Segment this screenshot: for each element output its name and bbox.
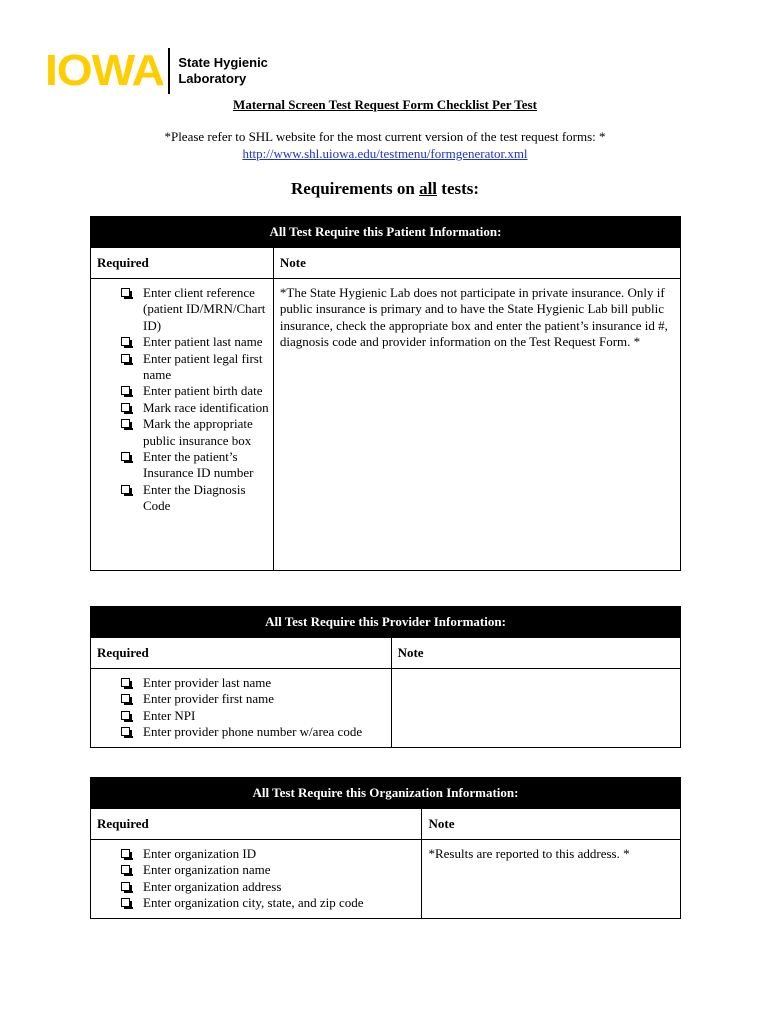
logo-lab-name — [178, 55, 268, 87]
checklist-item-label: Enter client reference (patient ID/MRN/Chart ID) — [143, 285, 266, 333]
patient-checklist — [91, 285, 269, 515]
checkbox-icon[interactable] — [121, 337, 130, 346]
checklist-item-label: Enter patient birth date — [143, 383, 263, 399]
requirements-heading — [0, 179, 770, 199]
checklist-item-label: Enter organization address — [143, 878, 282, 894]
checkbox-icon[interactable] — [121, 354, 130, 363]
checklist-item — [121, 879, 415, 895]
checkbox-icon[interactable] — [121, 849, 130, 858]
requirements-emphasis: all — [419, 179, 438, 198]
checklist-item — [121, 708, 385, 724]
logo-line-2: Laboratory — [178, 71, 247, 86]
checkbox-icon[interactable] — [121, 898, 130, 907]
checklist-item-label: Enter organization name — [143, 862, 271, 878]
checklist-item — [121, 449, 269, 482]
organization-note-cell: *Results are reported to this address. * — [422, 840, 681, 919]
checklist-item-label: Enter provider phone number w/area code — [143, 724, 363, 740]
checklist-item-label: Enter patient legal first name — [143, 350, 263, 383]
iowa-wordmark: IOWA — [45, 46, 164, 95]
patient-required-cell — [91, 279, 274, 571]
checkbox-icon[interactable] — [121, 288, 130, 297]
provider-note-header: Note — [391, 638, 680, 669]
organization-note-header: Note — [422, 809, 681, 840]
checkbox-icon[interactable] — [121, 403, 130, 412]
organization-required-cell — [91, 840, 422, 919]
page-title: Maternal Screen Test Request Form Checklist Per Test — [233, 97, 537, 112]
checklist-item-label: Mark the appropriate public insurance box — [143, 416, 253, 448]
patient-note-header: Note — [273, 248, 680, 279]
checklist-item — [121, 482, 269, 515]
checkbox-icon[interactable] — [121, 711, 130, 720]
logo-line-1: State Hygienic — [178, 55, 268, 70]
checklist-item-label: Enter the patient’s Insurance ID number — [143, 449, 254, 481]
refer-notice — [0, 128, 770, 162]
checklist-item — [121, 691, 385, 707]
patient-info-table — [90, 216, 681, 571]
patient-note-cell: *The State Hygienic Lab does not participate in private insurance. Only if public insurance is primary and to have the State Hygienic Lab bill public insurance, check the appropriate box and enter the patient’s insurance id #, diagnosis code and provider information on the Test Request Form. * — [273, 279, 680, 571]
requirements-suffix: tests: — [437, 179, 480, 198]
provider-checklist — [91, 675, 385, 741]
checklist-item — [121, 862, 415, 878]
provider-note-cell — [391, 669, 680, 748]
checkbox-icon[interactable] — [121, 678, 130, 687]
checklist-item — [121, 351, 269, 384]
provider-required-header: Required — [91, 638, 392, 669]
checkbox-icon[interactable] — [121, 727, 130, 736]
checklist-item-label: Enter organization city, state, and zip code — [143, 895, 364, 911]
checklist-item — [121, 400, 269, 416]
checkbox-icon[interactable] — [121, 452, 130, 461]
checkbox-icon[interactable] — [121, 485, 130, 494]
checklist-item-label: Enter provider first name — [143, 691, 275, 707]
checklist-item — [121, 285, 269, 334]
organization-required-header: Required — [91, 809, 422, 840]
patient-section-heading: All Test Require this Patient Information: — [91, 217, 681, 248]
patient-required-header: Required — [91, 248, 274, 279]
checklist-item — [121, 383, 269, 399]
checklist-item — [121, 675, 385, 691]
checklist-item-label: Enter patient last name — [143, 334, 263, 350]
checklist-item — [121, 334, 269, 350]
refer-text: *Please refer to SHL website for the most current version of the test request forms: * — [164, 129, 606, 144]
organization-section-heading: All Test Require this Organization Information: — [91, 778, 681, 809]
provider-section-heading: All Test Require this Provider Information: — [91, 607, 681, 638]
checkbox-icon[interactable] — [121, 694, 130, 703]
organization-info-table — [90, 777, 681, 919]
checklist-item — [121, 846, 415, 862]
provider-info-table — [90, 606, 681, 748]
organization-checklist — [91, 846, 415, 912]
checkbox-icon[interactable] — [121, 386, 130, 395]
checklist-item — [121, 416, 269, 449]
checkbox-icon[interactable] — [121, 419, 130, 428]
logo-divider — [168, 48, 170, 94]
checklist-item-label: Enter the Diagnosis Code — [143, 481, 246, 514]
checklist-item-label: Enter organization ID — [143, 846, 257, 861]
checklist-item — [121, 724, 385, 740]
shl-logo — [45, 46, 268, 96]
requirements-prefix: Requirements on — [290, 179, 420, 198]
checkbox-icon[interactable] — [121, 882, 130, 891]
checklist-item-label: Mark race identification — [143, 399, 269, 415]
checklist-item-label: Enter provider last name — [143, 675, 272, 690]
checkbox-icon[interactable] — [121, 865, 130, 874]
checklist-item-label: Enter NPI — [143, 707, 196, 723]
checklist-item — [121, 895, 415, 911]
form-generator-link[interactable]: http://www.shl.uiowa.edu/testmenu/formgenerator.xml — [242, 146, 528, 161]
provider-required-cell — [91, 669, 392, 748]
